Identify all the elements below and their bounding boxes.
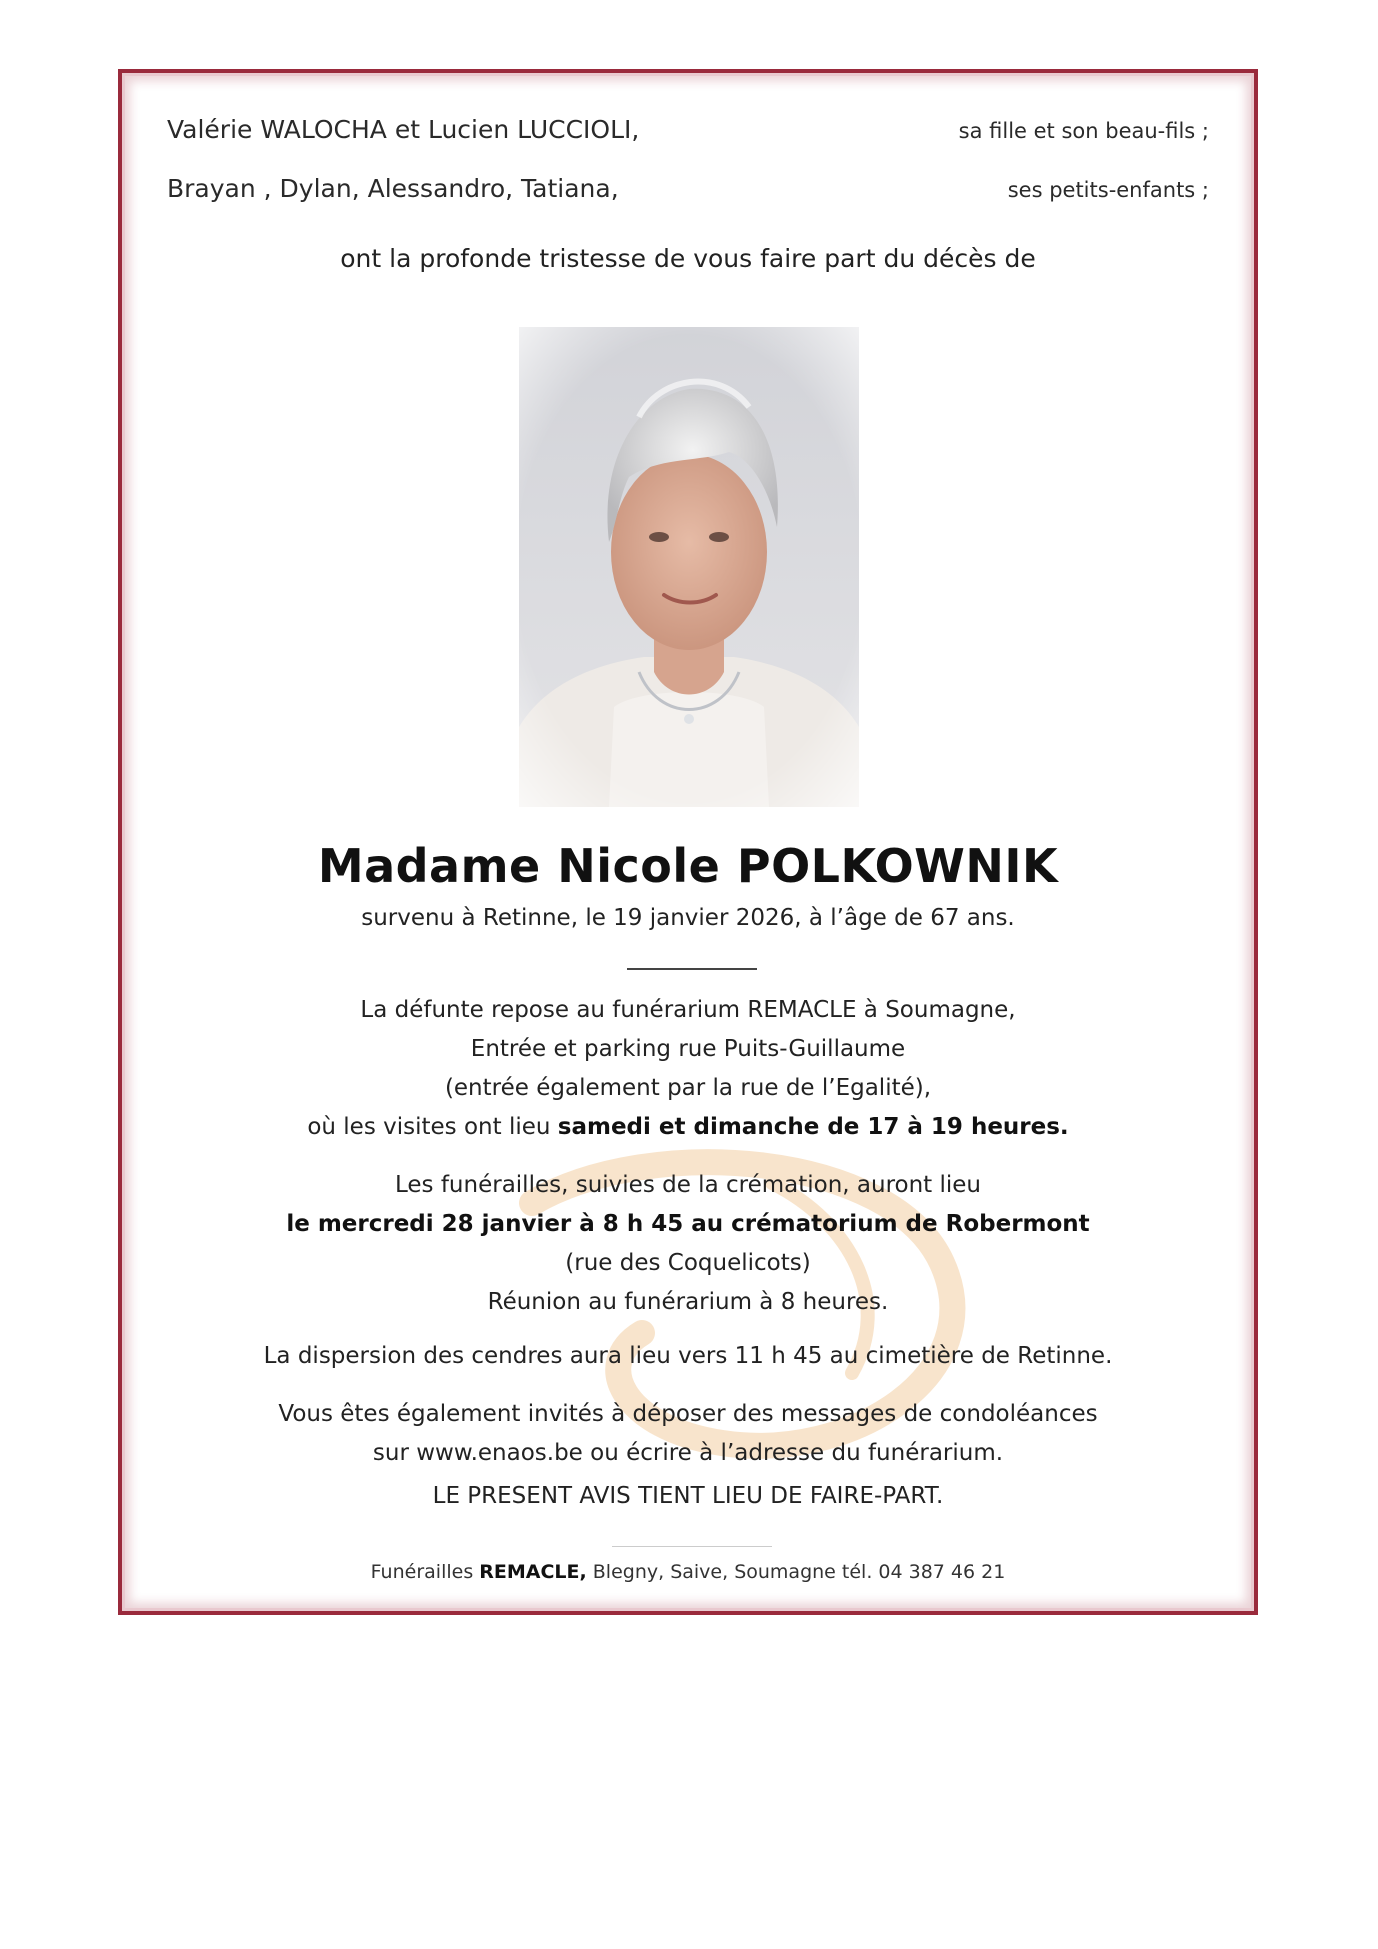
footer — [122, 1561, 1254, 1583]
rest-info — [122, 991, 1254, 1147]
divider — [627, 968, 757, 970]
condolences-line: Vous êtes également invités à déposer des messages de condoléances — [278, 1401, 1098, 1427]
family-line-grandchildren — [167, 174, 1209, 214]
family-names: Brayan , Dylan, Alessandro, Tatiana, — [167, 174, 619, 203]
funeral-line: Les funérailles, suivies de la crémation, auront lieu — [394, 1172, 982, 1198]
funeral-line: Réunion au funérarium à 8 heures. — [487, 1289, 889, 1315]
family-names: Valérie WALOCHA et Lucien LUCCIOLI, — [167, 115, 640, 144]
footer-divider — [612, 1546, 772, 1547]
family-relation: ses petits-enfants ; — [1007, 178, 1209, 202]
dispersion-info: La dispersion des cendres aura lieu vers 11 h 45 au cimetière de Retinne. — [263, 1343, 1113, 1369]
funeral-info — [122, 1166, 1254, 1322]
funeral-date — [122, 1205, 1254, 1244]
visit-prefix: où les visites ont lieu — [307, 1114, 558, 1140]
funeral-date-text: le mercredi 28 janvier à 8 h 45 au crématorium de Robermont — [286, 1211, 1090, 1237]
family-relation: sa fille et son beau-fils ; — [958, 119, 1209, 143]
condolences-info — [122, 1395, 1254, 1473]
death-details: survenu à Retinne, le 19 janvier 2026, à l’âge de 67 ans. — [361, 905, 1015, 931]
condolences-line: sur www.enaos.be ou écrire à l’adresse du funérarium. — [372, 1440, 1004, 1466]
funeral-line: (rue des Coquelicots) — [565, 1250, 811, 1276]
footer-prefix: Funérailles — [370, 1561, 480, 1583]
rest-line: Entrée et parking rue Puits-Guillaume — [470, 1036, 906, 1062]
rest-line: La défunte repose au funérarium REMACLE à Soumagne, — [360, 997, 1016, 1023]
portrait-photo — [519, 327, 859, 807]
footer-brand: REMACLE, — [479, 1561, 587, 1583]
obituary-card — [118, 69, 1258, 1615]
intro-text: ont la profonde tristesse de vous faire part du décès de — [340, 244, 1036, 273]
visit-line — [122, 1108, 1254, 1147]
deceased-name: Madame Nicole POLKOWNIK — [317, 839, 1059, 893]
rest-line: (entrée également par la rue de l’Egalité), — [444, 1075, 932, 1101]
footer-contact: Blegny, Saive, Soumagne tél. 04 387 46 21 — [586, 1561, 1006, 1583]
family-line-daughter — [167, 115, 1209, 155]
notice-text: LE PRESENT AVIS TIENT LIEU DE FAIRE-PART. — [432, 1483, 944, 1509]
visit-hours: samedi et dimanche de 17 à 19 heures. — [557, 1114, 1069, 1140]
